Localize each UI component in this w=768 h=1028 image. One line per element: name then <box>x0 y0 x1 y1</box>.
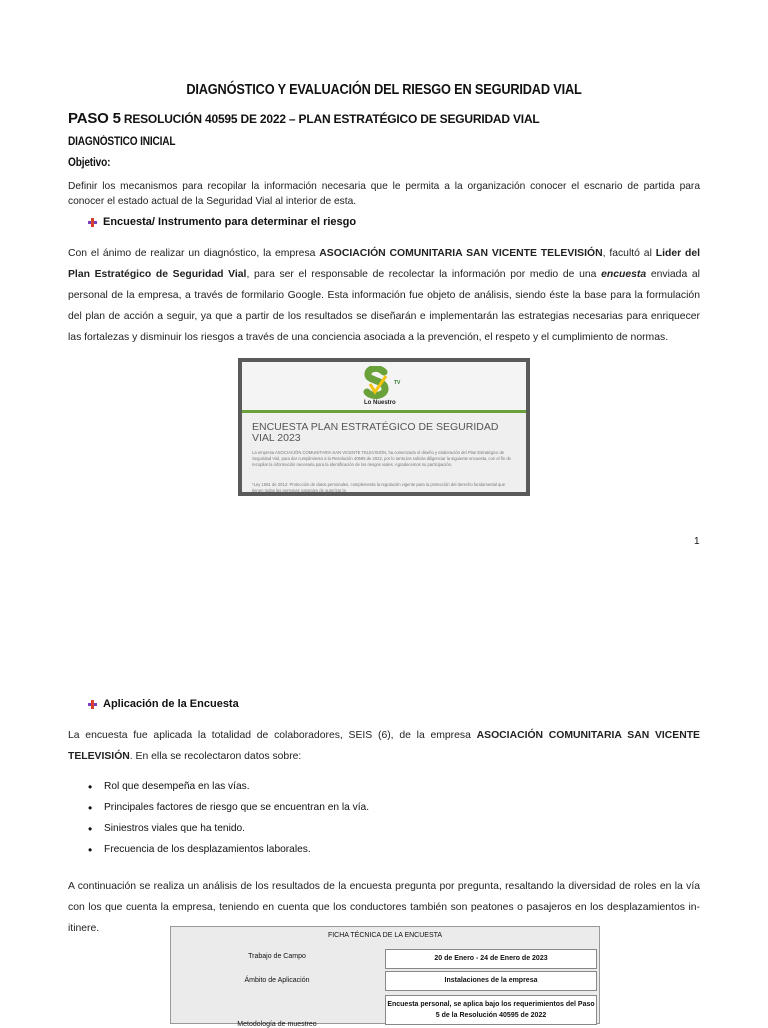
ficha-row-label: Trabajo de Campo <box>248 953 306 960</box>
survey-form-preview <box>242 362 526 492</box>
list-item: • Frecuencia de los desplazamientos laborales. <box>88 839 369 860</box>
paragraph-diagnostico <box>68 243 700 348</box>
list-item: • Siniestros viales que ha tenido. <box>88 818 369 839</box>
p1-text-g: enviada al personal de la empresa, a través de formilario Google. Esta información fue objeto de análisis, siendo éste la base para la formulación del plan de acción a seguir, ya que a partir de los resultados se diseñarán e implementarán las estrategias necesarias para enriquecer las fortalezas y disminuir los riesgos a través de una conciencia asociada a la prevención, el respeto y el cumplimiento de normas. <box>68 269 700 343</box>
ficha-row-value: Instalaciones de la empresa <box>385 971 597 991</box>
bullet-heading-aplicacion <box>88 698 239 710</box>
ficha-row-value: Encuesta personal, se aplica bajo los requerimientos del Paso 5 de la Resolución 40595 de 2022 <box>385 995 597 1025</box>
objetivo-label: Objetivo: <box>68 157 111 169</box>
section-heading-diagnostico: DIAGNÓSTICO INICIAL <box>68 136 176 148</box>
s-tv-logo-icon <box>362 366 392 400</box>
survey-screenshot-image <box>238 358 530 496</box>
p1-text-a: Con el ánimo de realizar un diagnóstico, la empresa <box>68 248 320 259</box>
p1-text-e: , para ser el responsable de recolectar la información por medio de una <box>246 269 602 280</box>
arrow-bullet-icon <box>88 700 97 709</box>
survey-footnote: *Ley 1581 de 2012: Protección de datos personales, complementa la regulación vigente para la protección del derecho fundamental que tienen todas las personas naturales de autorizar la <box>252 482 506 492</box>
paso-label: PASO 5 <box>68 110 121 127</box>
objetivo-text: Definir los mecanismos para recopilar la información necesaria que le permita a la organización conocer el escnario de partida para conocer el estado actual de la Seguridad Vial al interior de esta. <box>68 181 700 207</box>
p1-company-name: ASOCIACIÓN COMUNITARIA SAN VICENTE TELEVISIÓN <box>319 248 603 259</box>
arrow-bullet-icon <box>88 218 97 227</box>
list-item: • Principales factores de riesgo que se encuentran en la vía. <box>88 797 369 818</box>
ficha-row-label: Ámbito de Aplicación <box>244 977 310 984</box>
ficha-tecnica-table <box>170 926 600 1028</box>
p2-text-a: La encuesta fue aplicada la totalidad de colaboradores, SEIS (6), de la empresa <box>68 730 477 741</box>
ficha-row-label: Metodología de muestreo <box>237 1021 317 1028</box>
p2-company-name: ASOCIACIÓN COMUNITARIA SAN VICENTE TELEVISIÓN <box>68 730 700 762</box>
survey-title: ENCUESTA PLAN ESTRATÉGICO DE SEGURIDAD VIAL 2023 <box>252 421 499 444</box>
p1-text-c: , facultó al <box>602 248 656 259</box>
data-list <box>88 776 369 860</box>
p2-text-c: . En ella se recolectaron datos sobre: <box>129 751 302 762</box>
paso-heading <box>68 110 540 127</box>
list-item: • Rol que desempeña en las vías. <box>88 776 369 797</box>
bullet-heading-encuesta <box>88 216 356 228</box>
logo-tv-text: TV <box>394 380 401 386</box>
ficha-header: FICHA TÉCNICA DE LA ENCUESTA <box>327 932 443 939</box>
survey-intro-text: La empresa ASOCIACIÓN COMUNITARIA SAN VICENTE TELEVISIÓN, ha comenzado el diseño y elaboración del Plan Estratégico de Seguridad Vial, para dar cumplimiento a la Resolución 40595 de 2022, por lo tanto,les solicita diligenciar la siguiente encuesta, con el fin de recopilar la información necesaria para la identificación de los riesgos viales. Agradecemos su participación. <box>252 450 512 467</box>
logo-text: Lo Nuestro <box>364 400 396 406</box>
bullet-heading-text: Aplicación de la Encuesta <box>103 698 239 710</box>
page-number: 1 <box>694 536 700 547</box>
p1-lider-label: Lider del Plan Estratégico de Seguridad Vial <box>68 248 701 280</box>
p1-encuesta-word: encuesta <box>601 269 647 280</box>
paragraph-analisis: A continuación se realiza un análisis de los resultados de la encuesta pregunta por pregunta, resaltando la diversidad de roles en la vía con los que cuenta la empresa, teniendo en cuenta que los conductores también son peatones o pasajeros en los desplazamientos in-itinere. <box>68 881 700 934</box>
document-title: DIAGNÓSTICO Y EVALUACIÓN DEL RIESGO EN SEGURIDAD VIAL <box>186 82 582 98</box>
paragraph-aplicacion <box>68 725 700 767</box>
ficha-row-value: 20 de Enero - 24 de Enero de 2023 <box>385 949 597 969</box>
logo-banner <box>242 362 526 413</box>
bullet-heading-text: Encuesta/ Instrumento para determinar el riesgo <box>103 216 357 228</box>
paso-text: RESOLUCIÓN 40595 DE 2022 – PLAN ESTRATÉGICO DE SEGURIDAD VIAL <box>123 112 540 126</box>
